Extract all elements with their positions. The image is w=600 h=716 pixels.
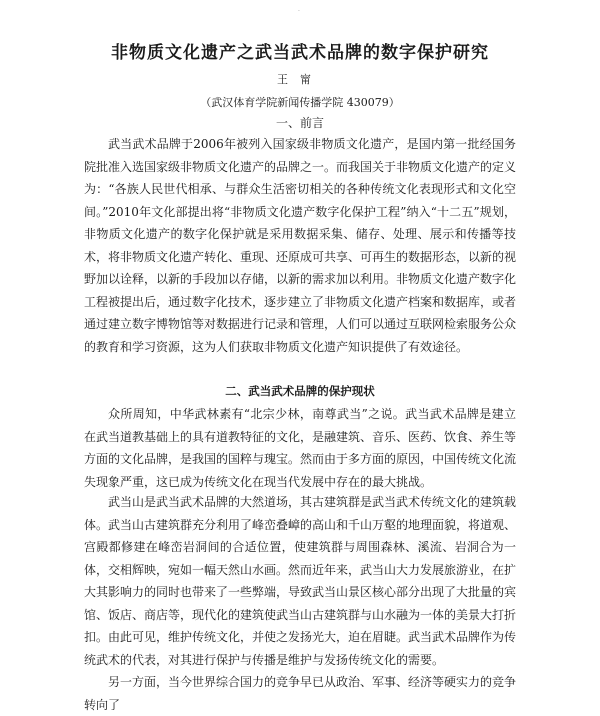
scan-mark: · [298,8,300,15]
status-paragraph-2: 武当山是武当武术品牌的大然道场，其古建筑群是武当武术传统文化的建筑载体。武当山古建筑群充分利用了峰峦叠嶂的高山和千山万壑的地理面貌，将道观、宫殿都修建在峰峦岩洞间的合适位置，使建筑群与周围森林、溪流、岩洞合为一体，交相辉映，宛如一幅天然山水画。然而近年来，武当山大力发展旅游业，在扩大其影响力的同时也带来了一些弊端，导致武当山景区核心部分出现了大批量的宾馆、饭店、商店等，现代化的建筑使武当山古建筑群与山水融为一体的美景大打折扣。由此可见，维护传统文化，并使之发扬光大，迫在眉睫。武当武术品牌作为传统武术的代表，对其进行保护与传播是维护与发扬传统文化的需要。 [84,495,517,667]
status-paragraph-1: 众所周知，中华武林素有“北宗少林，南尊武当”之说。武当武术品牌是建立在武当道教基础上的具有道教特征的文化，是融建筑、音乐、医药、饮食、养生等方面的文化品牌，是我国的国粹与瑰宝。然而由于多方面的原因，中国传统文化流失现象严重，这已成为传统文化在现当代发展中存在的最大挑战。 [84,407,517,489]
paper-title: 非物质文化遗产之武当武术品牌的数字保护研究 [111,43,489,63]
intro-paragraph: 武当武术品牌于2006年被列入国家级非物质文化遗产，是国内第一批经国务院批准入选国家级非物质文化遗产的品牌之一。而我国关于非物质文化遗产的定义为：“各族人民世代相承、与群众生活密切相关的各种传统文化表现形式和文化空间。”2010年文化部提出将“非物质文化遗产数字化保护工程”纳入“十二五”规划，非物质文化遗产的数字化保护就是采用数据采集、储存、处理、展示和传播等技术，将非物质文化遗产转化、重现、还原成可共享、可再生的数据形态，以新的视野加以诠释，以新的手段加以存储，以新的需求加以利用。非物质文化遗产数字化工程被提出后，通过数字化技术，逐步建立了非物质文化遗产档案和数据库，或者通过建立数字博物馆等对数据进行记录和管理，人们可以通过互联网检索服务公众的教育和学习资源，这为人们获取非物质文化遗产知识提供了有效途径。 [84,137,517,354]
section-heading-intro: 一、前言 [275,116,324,130]
section-heading-status: 二、武当武术品牌的保护现状 [225,384,375,398]
author-affiliation: （武汉体育学院新闻传播学院 430079） [200,96,400,109]
author-name: 王甯 [277,73,323,86]
status-paragraph-3: 另一方面，当今世界综合国力的竞争早已从政治、军事、经济等硬实力的竞争转向了 [84,675,517,712]
